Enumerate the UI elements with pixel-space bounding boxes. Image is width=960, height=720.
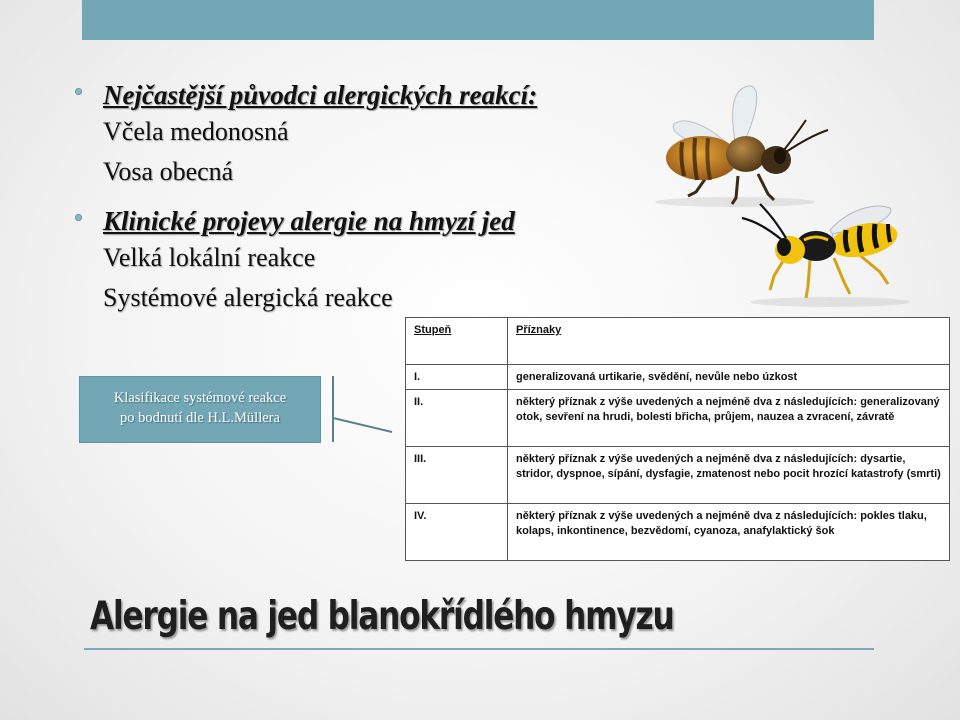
callout-line-2: po bodnutí dle H.L.Müllera [120,410,280,426]
bottom-accent-rule [84,648,874,650]
classification-callout [79,376,321,443]
row-grade: III. [406,447,508,504]
row-grade: II. [406,390,508,447]
row-symptoms: některý příznak z výše uvedených a nejméně dva z následujících: pokles tlaku, kolaps, inkontinence, bezvědomí, cyanoza, anafylaktický šok [508,504,950,561]
header-symptoms: Příznaky [508,318,950,365]
bullet-marker [75,88,82,95]
row-symptoms: některý příznak z výše uvedených a nejméně dva z následujících: generalizovaný otok, sevření na hrudi, bolesti břicha, průjem, nauzea a zvracení, závratě [508,390,950,447]
row-grade: I. [406,365,508,390]
bullet-block-symptoms [75,204,645,318]
reaction-grade-table [405,317,950,561]
wasp-illustration [730,190,930,310]
table-header-row [406,318,950,365]
bullet-line-systemic-reaction: Systémové alergická reakce [103,283,393,312]
bullet-marker [75,214,82,221]
header-grade: Stupeň [406,318,508,365]
table-row [406,447,950,504]
row-grade: IV. [406,504,508,561]
table-row [406,504,950,561]
table-row [406,365,950,390]
bullet-heading-symptoms: Klinické projevy alergie na hmyzí jed [103,206,515,236]
bullet-block-causes [75,78,645,192]
top-accent-bar [82,0,874,40]
bullet-list [75,78,645,318]
slide-title: Alergie na jed blanokřídlého hmyzu [90,594,674,639]
table-row [406,390,950,447]
callout-line-1: Klasifikace systémové reakce [113,390,287,406]
row-symptoms: některý příznak z výše uvedených a nejméně dva z následujících: dysartie, stridor, dyspnoe, sípání, dysfagie, zmatenost nebo pocit hrozící katastrofy (smrti) [508,447,950,504]
bullet-heading-causes: Nejčastější původci alergických reakcí: [103,80,538,110]
bullet-line-local-reaction: Velká lokální reakce [103,243,316,272]
bullet-line-wasp: Vosa obecná [103,157,234,186]
row-symptoms: generalizovaná urtikarie, svědění, nevůle nebo úzkost [508,365,950,390]
bullet-line-honeybee: Včela medonosná [103,117,289,146]
